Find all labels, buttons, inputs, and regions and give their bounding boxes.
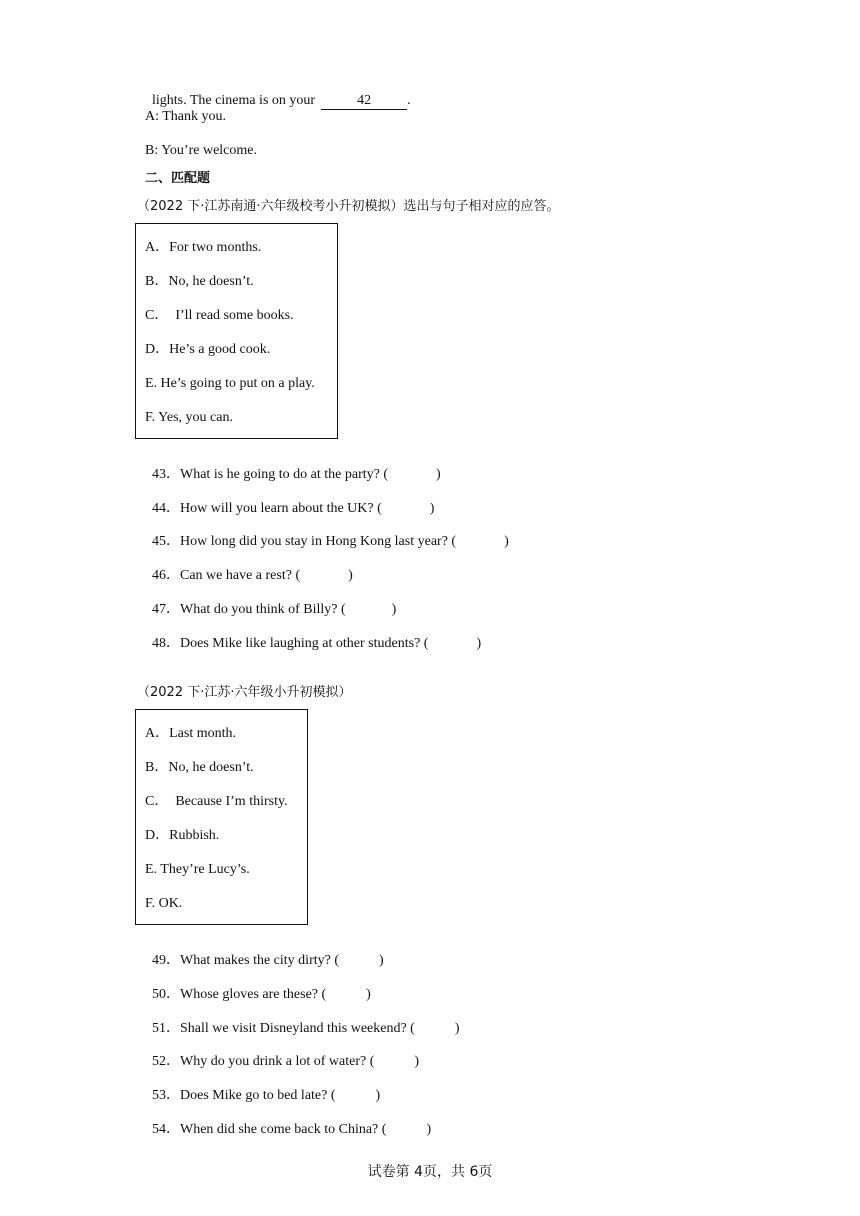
close-paren: ) (379, 953, 384, 968)
question-number: 54． (152, 1122, 180, 1137)
close-paren: ) (454, 1021, 460, 1036)
question-52 (145, 1035, 419, 1071)
question-number: 51． (152, 1021, 180, 1036)
group1-option-f: F. Yes, you can. (145, 410, 233, 425)
question-number: 48． (152, 636, 180, 651)
close-paren: ) (366, 987, 371, 1002)
question-44 (145, 482, 434, 518)
close-paren: ) (375, 1088, 381, 1103)
close-paren: ) (348, 568, 353, 583)
question-50 (145, 968, 371, 1004)
close-paren: ) (429, 501, 435, 516)
close-paren: ) (476, 636, 482, 651)
question-48 (145, 617, 481, 653)
group1-option-d: D．He’s a good cook. (145, 342, 271, 357)
question-number: 53． (152, 1088, 180, 1103)
question-text: Can we have a rest? ( (180, 568, 301, 583)
group2-option-e: E. They’re Lucy’s. (145, 862, 250, 877)
question-text: How will you learn about the UK? ( (180, 501, 382, 516)
question-53 (145, 1069, 380, 1105)
page-footer: 试卷第 4页，共 6页 (367, 1164, 493, 1180)
group2-option-d: D．Rubbish. (145, 828, 220, 843)
close-paren: ) (436, 467, 441, 482)
passage-text: lights. The cinema is on your (152, 93, 316, 108)
group1-option-b: B．No, he doesn’t. (145, 274, 254, 289)
group2-option-f: F. OK. (145, 896, 183, 911)
question-number: 46． (152, 568, 180, 583)
close-paren: ) (391, 602, 397, 617)
question-text: Does Mike like laughing at other students? ( (180, 636, 429, 651)
group2-option-b: B．No, he doesn’t. (145, 760, 254, 775)
question-number: 45． (152, 534, 180, 549)
question-text: Why do you drink a lot of water? ( (180, 1054, 375, 1069)
question-number: 43． (152, 467, 180, 482)
passage-period: . (407, 93, 411, 108)
question-43 (145, 448, 441, 484)
group2-source: （2022 下·江苏·六年级小升初模拟） (137, 685, 352, 700)
question-54 (145, 1103, 431, 1139)
question-51 (145, 1002, 460, 1038)
question-number: 44． (152, 501, 180, 516)
question-text: When did she come back to China? ( (180, 1122, 387, 1137)
question-text: What makes the city dirty? ( (180, 953, 339, 968)
group1-option-e: E. He’s going to put on a play. (145, 376, 315, 391)
question-text: How long did you stay in Hong Kong last year? ( (180, 534, 457, 549)
group2-options-box (135, 709, 308, 925)
group2-option-c: C． Because I’m thirsty. (145, 794, 288, 809)
question-text: Shall we visit Disneyland this weekend? ( (180, 1021, 415, 1036)
group1-options-box (135, 223, 338, 439)
group2-option-a: A．Last month. (145, 726, 236, 741)
section-heading-matching: 二、匹配题 (145, 171, 211, 186)
passage-line-cinema (145, 74, 411, 110)
question-text: What do you think of Billy? ( (180, 602, 346, 617)
question-45 (145, 515, 509, 551)
group1-option-c: C． I’ll read some books. (145, 308, 294, 323)
dialogue-line-b: B: You’re welcome. (145, 143, 257, 158)
group1-option-a: A．For two months. (145, 240, 262, 255)
answer-blank-42[interactable]: 42 (321, 93, 407, 110)
dialogue-line-a: A: Thank you. (145, 109, 227, 124)
close-paren: ) (504, 534, 509, 549)
question-number: 52． (152, 1054, 180, 1069)
close-paren: ) (426, 1122, 432, 1137)
question-number: 49． (152, 953, 180, 968)
question-49 (145, 934, 384, 970)
question-47 (145, 583, 396, 619)
close-paren: ) (414, 1054, 420, 1069)
question-text: What is he going to do at the party? ( (180, 467, 388, 482)
question-text: Whose gloves are these? ( (180, 987, 327, 1002)
group1-source: （2022 下·江苏南通·六年级校考小升初模拟）选出与句子相对应的应答。 (137, 199, 560, 214)
question-number: 47． (152, 602, 180, 617)
question-46 (145, 549, 353, 585)
question-text: Does Mike go to bed late? ( (180, 1088, 336, 1103)
question-number: 50． (152, 987, 180, 1002)
